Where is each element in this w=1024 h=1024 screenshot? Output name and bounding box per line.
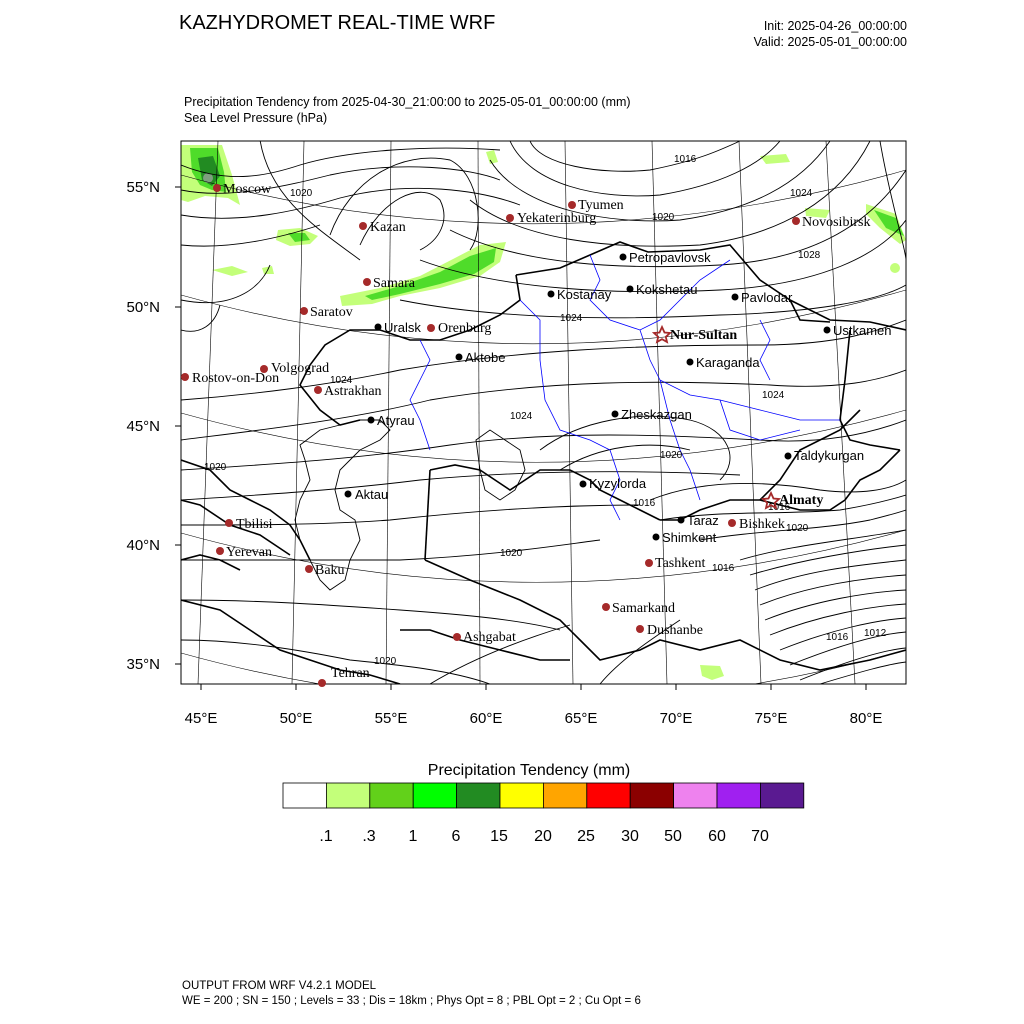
- city-label: Baku: [315, 563, 345, 578]
- longitude-labels: [185, 710, 883, 727]
- legend-swatch: [500, 783, 543, 808]
- city-label: Aktobe: [465, 350, 506, 365]
- lat-label: 50°N: [126, 299, 160, 316]
- isobar-label: 1016: [826, 632, 849, 643]
- legend-label: .1: [319, 828, 333, 845]
- city-label: Saratov: [310, 305, 353, 320]
- legend-label: 60: [708, 828, 726, 845]
- city-marker: [314, 384, 382, 399]
- legend-swatch: [370, 783, 413, 808]
- isobar-label: 1016: [712, 563, 735, 574]
- city-label: Ustkamen: [833, 323, 892, 338]
- init-time: Init: 2025-04-26_00:00:00: [763, 19, 907, 33]
- city-marker: [548, 287, 612, 302]
- isobar-label: 1024: [330, 375, 353, 386]
- model-info: OUTPUT FROM WRF V4.2.1 MODEL: [182, 980, 377, 992]
- model-config: WE = 200 ; SN = 150 ; Levels = 33 ; Dis = 18km ; Phys Opt = 8 ; PBL Opt = 2 ; Cu Opt = 6: [182, 995, 641, 1007]
- city-label: Yekaterinburg: [517, 211, 597, 226]
- city-marker: [785, 448, 865, 463]
- legend-swatch: [717, 783, 760, 808]
- legend-label: 70: [751, 828, 769, 845]
- lat-label: 40°N: [126, 537, 160, 554]
- city-label: Petropavlovsk: [629, 250, 711, 265]
- city-label: Shimkent: [662, 530, 717, 545]
- chart-title: KAZHYDROMET REAL-TIME WRF: [179, 12, 496, 34]
- city-label: Volgograd: [271, 361, 330, 376]
- city-marker: [602, 601, 675, 616]
- city-label: Moscow: [223, 182, 272, 197]
- legend-swatch: [543, 783, 586, 808]
- legend-label: 50: [664, 828, 682, 845]
- capital-label: Almaty: [779, 493, 824, 508]
- city-label: Samarkand: [612, 601, 675, 616]
- city-marker: [627, 282, 698, 297]
- city-label: Karaganda: [696, 355, 760, 370]
- city-marker: [612, 407, 692, 422]
- city-label: Taldykurgan: [794, 448, 865, 463]
- legend-color-bar: [283, 783, 804, 808]
- legend-swatch: [457, 783, 500, 808]
- city-label: Tyumen: [578, 198, 624, 213]
- isobar-label: 1012: [864, 628, 887, 639]
- isobar-label: 1024: [510, 411, 533, 422]
- lon-label: 80°E: [849, 710, 883, 727]
- lat-label: 35°N: [126, 656, 160, 673]
- isobar-label: 1020: [786, 523, 809, 534]
- isobar-label: 1020: [374, 656, 397, 667]
- city-marker: [620, 250, 712, 265]
- city-label: Atyrau: [377, 413, 415, 428]
- isobar-label: 1024: [560, 313, 583, 324]
- legend-label: 25: [577, 828, 595, 845]
- city-marker: [453, 630, 516, 645]
- legend-swatch: [630, 783, 673, 808]
- isobar-label: 1024: [790, 188, 813, 199]
- legend-label: .3: [362, 828, 376, 845]
- legend-swatch: [326, 783, 369, 808]
- city-marker: [580, 476, 647, 491]
- city-label: Pavlodar: [741, 290, 793, 305]
- isobar-label: 1028: [798, 250, 821, 261]
- legend-swatch: [760, 783, 803, 808]
- legend-label: 1: [408, 828, 418, 845]
- city-marker: [645, 556, 705, 571]
- lon-label: 65°E: [564, 710, 598, 727]
- lon-label: 60°E: [469, 710, 503, 727]
- isobar-label: 1024: [762, 390, 785, 401]
- legend-swatch: [283, 783, 326, 808]
- city-label: Uralsk: [384, 320, 421, 335]
- valid-time: Valid: 2025-05-01_00:00:00: [753, 35, 907, 49]
- lon-label: 50°E: [279, 710, 313, 727]
- lon-label: 45°E: [184, 710, 218, 727]
- city-label: Tbilisi: [236, 517, 273, 532]
- lon-label: 70°E: [659, 710, 693, 727]
- city-marker: [687, 355, 761, 370]
- city-label: Kyzylorda: [589, 476, 647, 491]
- city-label: Kokshetau: [636, 282, 698, 297]
- city-label: Taraz: [687, 513, 719, 528]
- isobar-label: 1016: [768, 502, 791, 513]
- city-label: Tehran: [331, 666, 370, 681]
- city-label: Bishkek: [739, 517, 785, 532]
- field-subtitle-precip: Precipitation Tendency from 2025-04-30_21:00:00 to 2025-05-01_00:00:00 (mm): [184, 95, 631, 109]
- city-marker: [636, 623, 703, 638]
- isobar-label: 1020: [660, 450, 683, 461]
- city-label: Samara: [373, 276, 415, 291]
- city-label: Rostov-on-Don: [192, 371, 280, 386]
- isobar-label: 1016: [633, 498, 656, 509]
- legend-label: 15: [490, 828, 508, 845]
- city-marker: [792, 215, 870, 230]
- city-label: Dushanbe: [647, 623, 703, 638]
- legend-swatch: [674, 783, 717, 808]
- city-label: Kostanay: [557, 287, 612, 302]
- lon-label: 75°E: [754, 710, 788, 727]
- legend-swatch: [413, 783, 456, 808]
- legend-title: Precipitation Tendency (mm): [427, 762, 631, 779]
- lon-label: 55°E: [374, 710, 408, 727]
- latitude-labels: [126, 179, 160, 673]
- city-label: Zheskazgan: [621, 407, 692, 422]
- isobar-label: 1020: [204, 462, 227, 473]
- isobar-label: 1020: [290, 188, 313, 199]
- city-marker: [506, 211, 596, 226]
- field-subtitle-slp: Sea Level Pressure (hPa): [184, 111, 328, 125]
- legend-label: 30: [621, 828, 639, 845]
- legend-label: 6: [451, 828, 461, 845]
- city-label: Astrakhan: [324, 384, 382, 399]
- capital-label: Nur-Sultan: [670, 328, 738, 343]
- legend-labels: [319, 828, 769, 845]
- city-marker: [653, 530, 717, 545]
- city-marker: [732, 290, 793, 305]
- isobar-label: 1020: [652, 212, 675, 223]
- city-label: Yerevan: [226, 545, 273, 560]
- isobar-label: 1020: [500, 548, 523, 559]
- city-label: Tashkent: [655, 556, 706, 571]
- city-marker: [181, 371, 279, 386]
- city-label: Orenburg: [438, 321, 492, 336]
- legend-swatch: [587, 783, 630, 808]
- isobar-label: 1016: [674, 154, 697, 165]
- legend-label: 20: [534, 828, 552, 845]
- lat-label: 55°N: [126, 179, 160, 196]
- city-label: Kazan: [370, 220, 406, 235]
- city-label: Aktau: [355, 487, 389, 502]
- lat-label: 45°N: [126, 418, 160, 435]
- city-label: Novosibirsk: [802, 215, 871, 230]
- city-label: Ashgabat: [463, 630, 516, 645]
- city-marker: [824, 323, 892, 338]
